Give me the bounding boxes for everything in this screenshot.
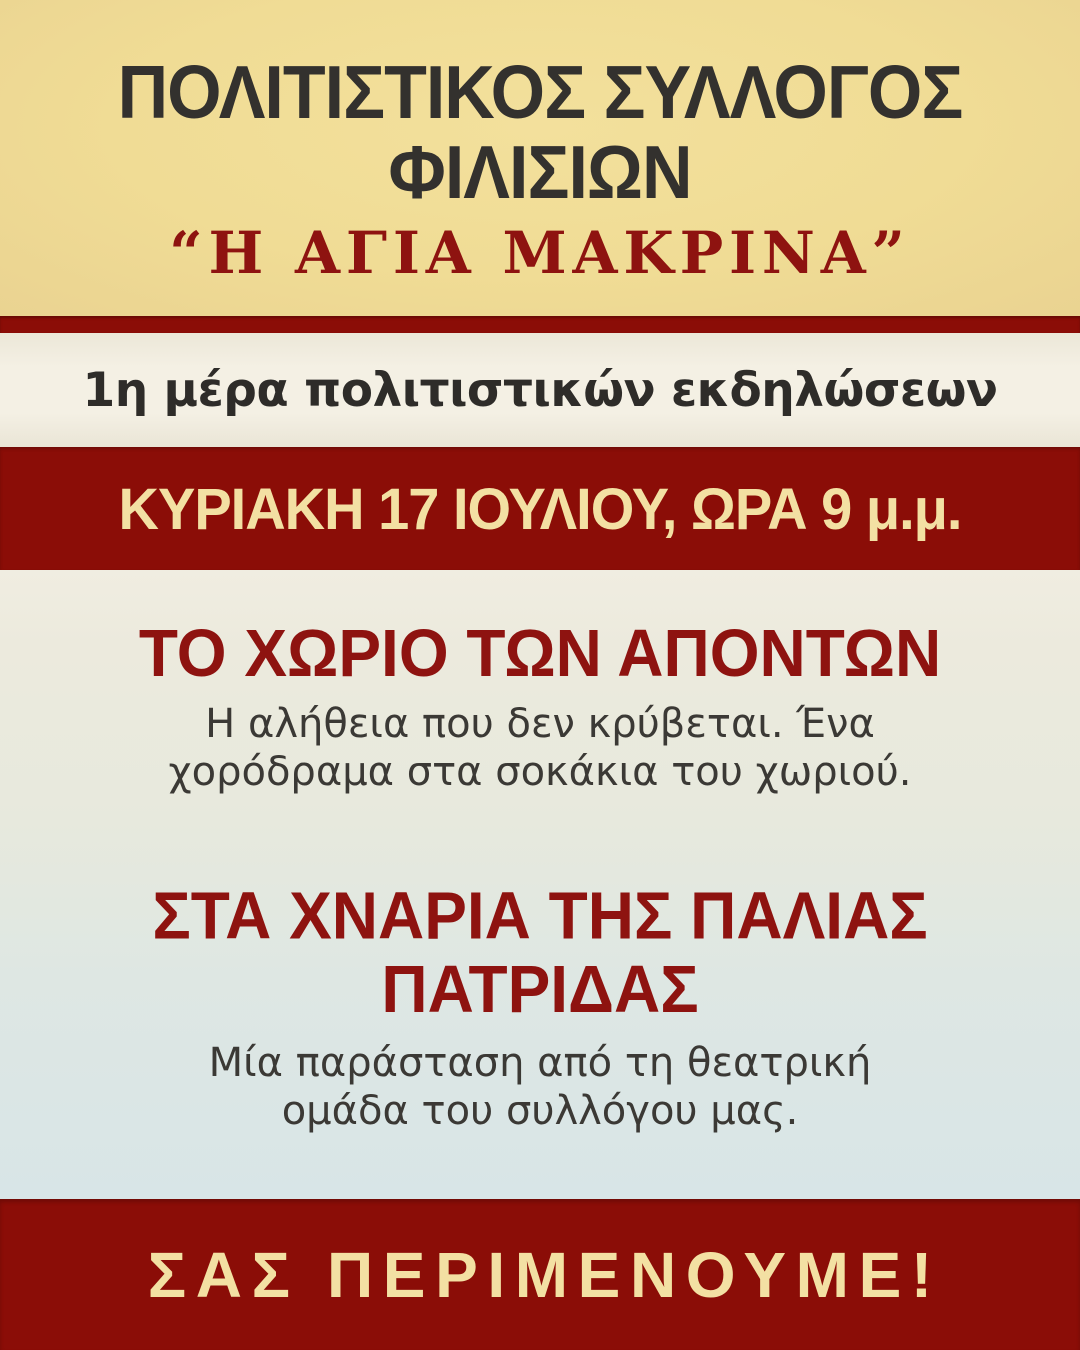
association-title-line1: ΠΟΛΙΤΙΣΤΙΚΟΣ ΣΥΛΛΟΓΟΣ: [117, 49, 963, 135]
association-name: “Η ΑΓΙΑ ΜΑΚΡΙΝΑ”: [169, 219, 911, 288]
event-2-title: ΣΤΑ ΧΝΑΡΙΑ ΤΗΣ ΠΑΛΙΑΣ ΠΑΤΡΙΔΑΣ: [152, 877, 928, 1028]
event-2-description: Μία παράσταση από τη θεατρική ομάδα του συλλόγου μας.: [208, 1040, 872, 1135]
events-section: [0, 570, 1080, 1199]
event-1-description: Η αλήθεια που δεν κρύβεται. Ένα χορόδραμα στα σοκάκια του χωριού.: [168, 701, 912, 796]
event-1-title: ΤΟ ΧΩΡΙΟ ΤΩΝ ΑΠΟΝΤΩΝ: [138, 615, 942, 691]
event-day-label: 1η μέρα πολιτιστικών εκδηλώσεων: [82, 362, 998, 418]
closing-text: ΣΑΣ ΠΕΡΙΜΕΝΟΥΜΕ!: [147, 1238, 942, 1311]
closing-banner: [0, 1199, 1080, 1350]
event-item-1: [0, 615, 1080, 796]
event-day-strip: [0, 333, 1080, 447]
association-title-line2: ΦΙΛΙΣΙΩΝ: [388, 129, 692, 215]
divider-bar: [0, 316, 1080, 333]
header-section: [0, 0, 1080, 316]
event-item-2: [0, 877, 1080, 1135]
datetime-banner: [0, 447, 1080, 570]
association-title: [117, 49, 963, 215]
datetime-text: ΚΥΡΙΑΚΗ 17 ΙΟΥΛΙΟΥ, ΩΡΑ 9 μ.μ.: [118, 475, 962, 542]
